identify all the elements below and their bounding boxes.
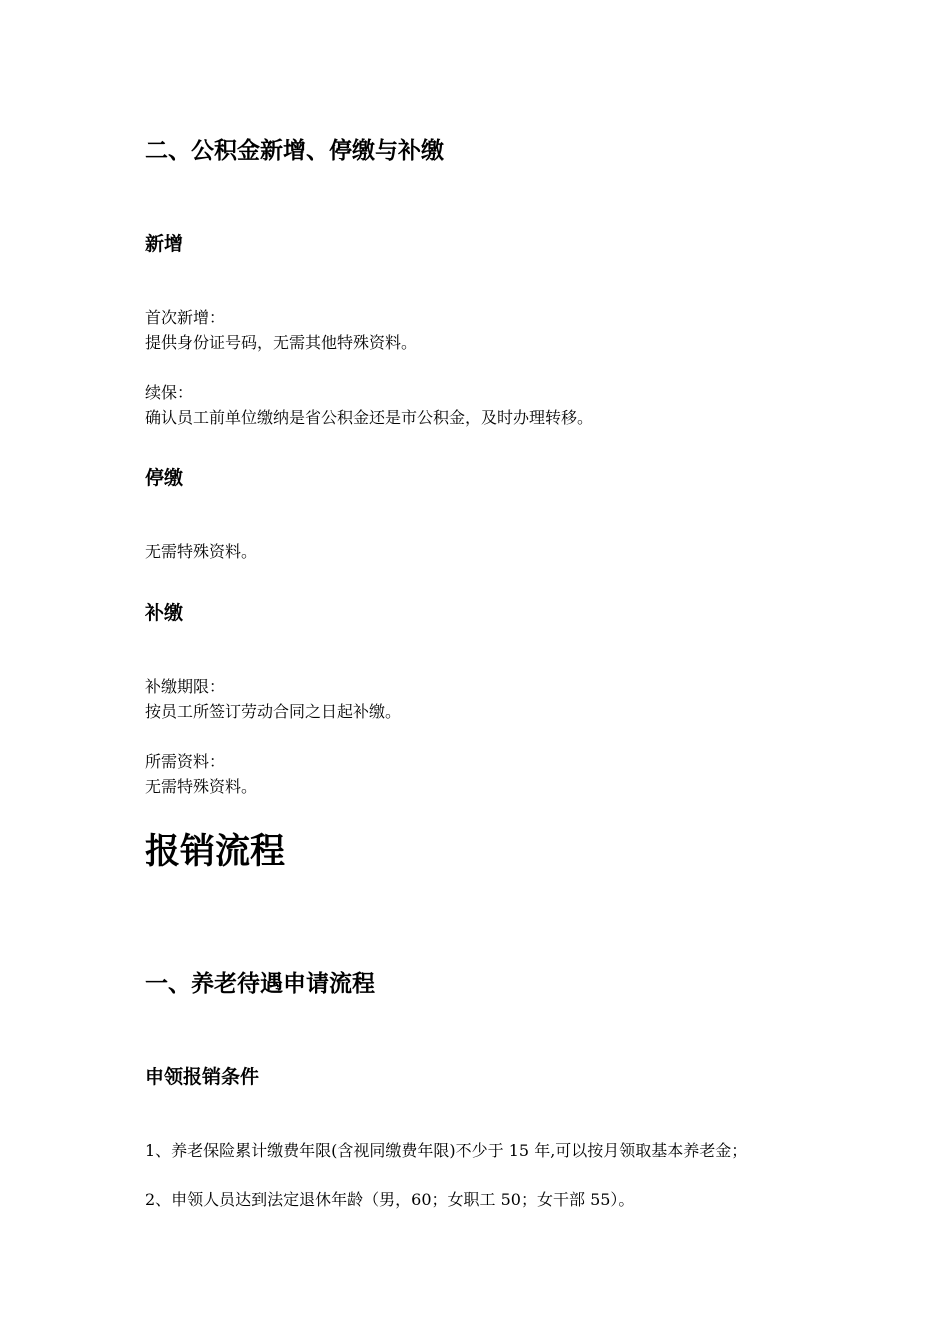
subheading-conditions: 申领报销条件 [145,1066,260,1088]
subheading-add: 新增 [145,233,184,255]
subheading-supplement: 补缴 [145,602,184,624]
supplement-docs-text: 无需特殊资料。 [145,777,258,796]
subheading-stop: 停缴 [145,467,184,489]
section-heading-pension: 一、养老待遇申请流程 [145,971,375,997]
section-heading-housing-fund: 二、公积金新增、停缴与补缴 [145,138,444,164]
renew-text: 确认员工前单位缴纳是省公积金还是市公积金，及时办理转移。 [145,408,594,427]
page-title-reimbursement: 报销流程 [145,832,286,872]
first-add-label: 首次新增： [145,308,226,327]
condition-item-1: 1、养老保险累计缴费年限(含视同缴费年限)不少于 15 年,可以按月领取基本养老金； [145,1141,748,1160]
first-add-text: 提供身份证号码，无需其他特殊资料。 [145,333,418,352]
supplement-period-text: 按员工所签订劳动合同之日起补缴。 [145,702,402,721]
renew-label: 续保： [145,383,194,402]
stop-text: 无需特殊资料。 [145,542,258,561]
supplement-period-label: 补缴期限： [145,677,226,696]
supplement-docs-label: 所需资料： [145,752,226,771]
condition-item-2: 2、申领人员达到法定退休年龄（男，60；女职工 50；女干部 55）。 [145,1190,635,1209]
